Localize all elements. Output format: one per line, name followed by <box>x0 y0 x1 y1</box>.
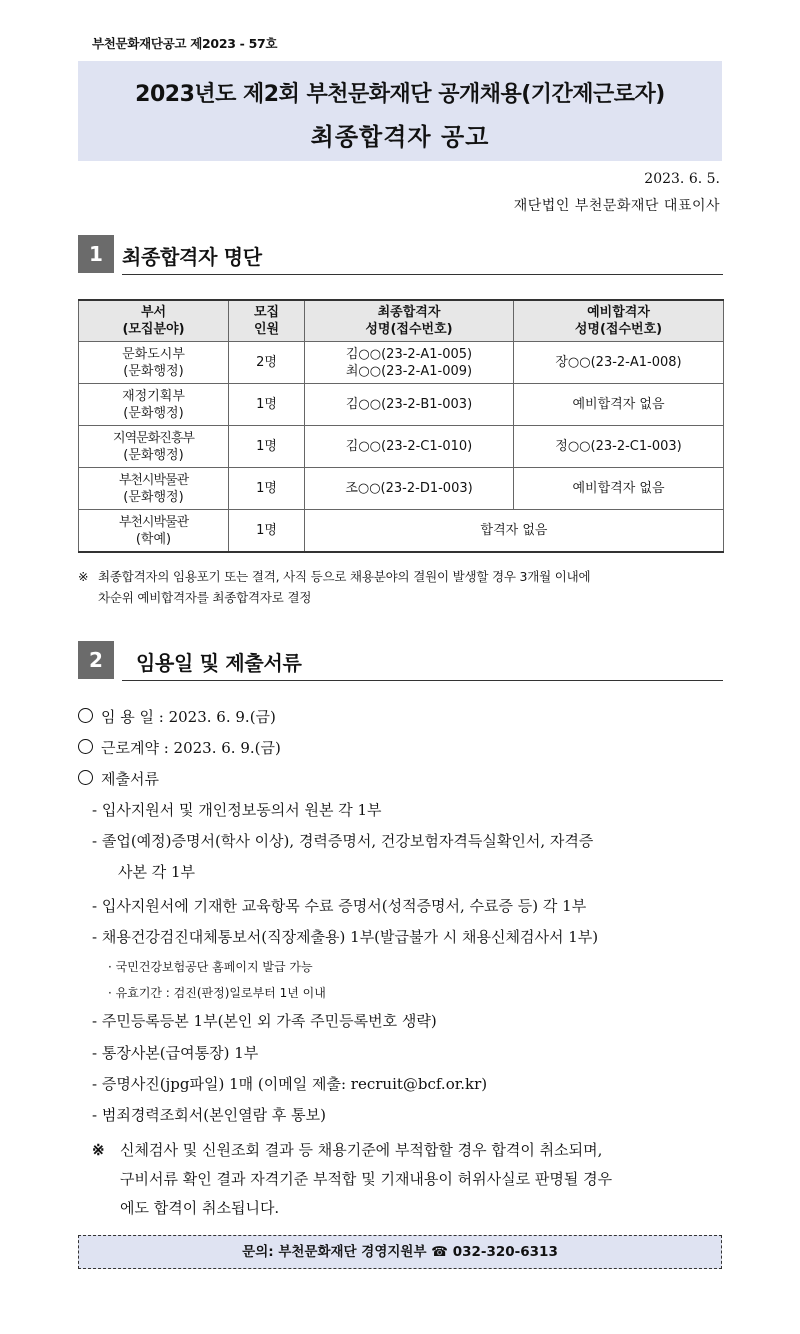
circle-bullet-icon <box>78 708 93 723</box>
count-cell: 1명 <box>229 510 305 553</box>
sub-bullet: · 국민건강보험공단 홈페이지 발급 가능 <box>108 960 313 974</box>
table-row <box>79 384 724 426</box>
title-line-1: 2023년도 제2회 부천문화재단 공개채용(기간제근로자) <box>135 82 665 107</box>
dept-cell: 부천시박물관 (문화행정) <box>79 468 229 510</box>
header-reserve: 예비합격자 성명(접수번호) <box>514 300 724 342</box>
footnote-line-2: 차순위 예비합격자를 최종합격자로 결정 <box>98 590 312 605</box>
final-cell: 김○○(23-2-C1-010) <box>305 426 514 468</box>
note-mark: ※ <box>92 1141 105 1159</box>
results-table <box>78 299 724 553</box>
title-line-2: 최종합격자 공고 <box>310 123 490 151</box>
contact-box: 문의: 부천문화재단 경영지원부 ☎ 032-320-6313 <box>78 1235 722 1269</box>
final-cell: 김○○(23-2-B1-003) <box>305 384 514 426</box>
dept-cell: 재정기획부 (문화행정) <box>79 384 229 426</box>
final-cell: 조○○(23-2-D1-003) <box>305 468 514 510</box>
section-divider <box>122 680 723 681</box>
footnote-line-1: 최종합격자의 임용포기 또는 결격, 사직 등으로 채용분야의 결원이 발생할 경우 3개월 이내에 <box>98 569 591 584</box>
section-2-number: 2 <box>78 641 114 679</box>
table-row <box>79 426 724 468</box>
announcement-date: 2023. 6. 5. <box>644 171 720 187</box>
final-cell: 김○○(23-2-A1-005) 최○○(23-2-A1-009) <box>305 342 514 384</box>
table-header-row <box>79 300 724 342</box>
dept-cell: 부천시박물관 (학예) <box>79 510 229 553</box>
section-2-title: 임용일 및 제출서류 <box>136 651 302 675</box>
doc-list-item: - 졸업(예정)증명서(학사 이상), 경력증명서, 건강보험자격득실확인서, 자격증 <box>92 832 594 850</box>
reserve-cell: 예비합격자 없음 <box>514 468 724 510</box>
note-mark: ※ <box>78 569 89 584</box>
table-row <box>79 510 724 553</box>
doc-list-item: - 증명사진(jpg파일) 1매 (이메일 제출: recruit@bcf.or.kr) <box>92 1075 488 1093</box>
no-passer-cell: 합격자 없음 <box>305 510 724 553</box>
doc-list-item: - 채용건강검진대체통보서(직장제출용) 1부(발급불가 시 채용신체검사서 1부) <box>92 928 599 946</box>
doc-list-item: - 주민등록등본 1부(본인 외 가족 주민등록번호 생략) <box>92 1012 437 1030</box>
header-count: 모집 인원 <box>229 300 305 342</box>
contract-date-text: 근로계약 : 2023. 6. 9.(금) <box>101 739 281 757</box>
reserve-cell: 예비합격자 없음 <box>514 384 724 426</box>
cancellation-line-2: 구비서류 확인 결과 자격기준 부적합 및 기재내용이 허위사실로 판명될 경우 <box>120 1170 613 1188</box>
section-1-header <box>78 235 723 275</box>
dept-cell: 문화도시부 (문화행정) <box>79 342 229 384</box>
doc-list-item: - 통장사본(급여통장) 1부 <box>92 1044 259 1062</box>
issuer: 재단법인 부천문화재단 대표이사 <box>513 198 720 214</box>
header-final: 최종합격자 성명(접수번호) <box>305 300 514 342</box>
table-row <box>79 468 724 510</box>
count-cell: 1명 <box>229 468 305 510</box>
doc-list-item: - 입사지원서 및 개인정보동의서 원본 각 1부 <box>92 801 382 819</box>
documents-label: 제출서류 <box>101 770 159 788</box>
header-dept: 부서 (모집분야) <box>79 300 229 342</box>
sub-bullet: · 유효기간 : 검진(판정)일로부터 1년 이내 <box>108 986 326 1000</box>
appointment-date-text: 임 용 일 : 2023. 6. 9.(금) <box>101 708 276 726</box>
count-cell: 1명 <box>229 426 305 468</box>
table-footnote <box>78 566 728 608</box>
section-1-number: 1 <box>78 235 114 273</box>
reserve-cell: 장○○(23-2-A1-008) <box>514 342 724 384</box>
cancellation-line-3: 에도 합격이 취소됩니다. <box>120 1199 280 1217</box>
title-box <box>78 61 722 161</box>
documents-item <box>78 768 159 789</box>
dept-cell: 지역문화진흥부 (문화행정) <box>79 426 229 468</box>
section-2-header <box>78 641 723 681</box>
circle-bullet-icon <box>78 770 93 785</box>
appointment-date-item <box>78 706 276 727</box>
doc-list-item: - 입사지원서에 기재한 교육항목 수료 증명서(성적증명서, 수료증 등) 각 1부 <box>92 897 587 915</box>
document-number: 부천문화재단공고 제2023 - 57호 <box>92 36 278 51</box>
count-cell: 1명 <box>229 384 305 426</box>
section-divider <box>122 274 723 275</box>
doc-list-item-cont: 사본 각 1부 <box>118 863 196 881</box>
table-row <box>79 342 724 384</box>
cancellation-note <box>92 1136 732 1223</box>
circle-bullet-icon <box>78 739 93 754</box>
doc-list-item: - 범죄경력조회서(본인열람 후 통보) <box>92 1106 326 1124</box>
contract-date-item <box>78 737 281 758</box>
section-1-title: 최종합격자 명단 <box>122 245 262 269</box>
cancellation-line-1: 신체검사 및 신원조회 결과 등 채용기준에 부적합할 경우 합격이 취소되며, <box>120 1141 603 1159</box>
reserve-cell: 정○○(23-2-C1-003) <box>514 426 724 468</box>
count-cell: 2명 <box>229 342 305 384</box>
